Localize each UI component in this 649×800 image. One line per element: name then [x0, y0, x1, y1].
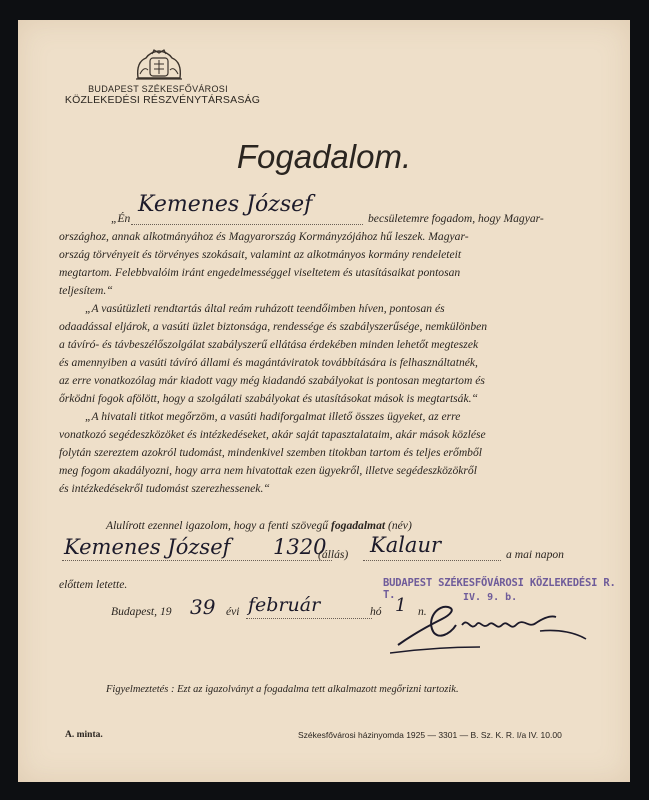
company-stamp: BUDAPEST SZÉKESFŐVÁROSI KÖZLEKEDÉSI R. T. [383, 577, 616, 601]
oath-line: „A vasútüzleti rendtartás által reám ruházott teendőimben híven, pontosan és [85, 302, 445, 315]
oath-line1-suffix: becsületemre fogadom, hogy Magyar- [368, 212, 544, 225]
oath-line: országhoz, annak alkotmányához és Magyarország Kormányzójához hű leszek. Magyar- [59, 230, 469, 243]
oath-line: ország törvényeit és törvényes szokásait, valamint az alkotmányos kormány rendeleteit [59, 248, 462, 261]
warning-label: Figyelmeztetés : [106, 684, 175, 695]
warning-text: Ezt az igazolványt a fogadalma tett alkalmazott megőrizni tartozik. [177, 684, 459, 695]
form-label: A. minta. [65, 730, 103, 740]
oath-line: megtartom. Felebbvalóim iránt engedelmességgel viseltetem és utasításaikat pontosan [59, 266, 461, 279]
signature [390, 595, 590, 665]
company-name-line2: KÖZLEKEDÉSI RÉSZVÉNYTÁRSASÁG [64, 94, 261, 106]
certification-line1 [106, 519, 412, 532]
date-place: Budapest, 19 [111, 605, 172, 618]
oath-line: meg fogom akadályozni, hogy arra nem hivatottak ezen ügyekről, illetve segédeszközökről [59, 464, 477, 477]
printer-imprint: Székesfővárosi házinyomda 1925 — 3301 — B. Sz. K. R. I/a IV. 10.00 [298, 730, 562, 740]
oath-line: az erre vonatkozólag már kiadott vagy még kiadandó szabályokat is pontosan megtartom és [59, 374, 485, 387]
oath-name-handwritten: Kemenes József [138, 192, 313, 217]
month-dotted-line [246, 618, 372, 619]
oath-line: és amennyiben a vasúti távíró állami és magántáviratok továbbítására is felhasználtatnék, [59, 356, 478, 369]
oath-line: „A hivatali titkot megőrzöm, a vasúti hadiforgalmat illető összes ügyeket, az erre [85, 410, 461, 423]
month-label: hó [370, 605, 382, 618]
document-title: Fogadalom. [236, 138, 412, 175]
oath-line: odaadással eljárok, a vasúti üzlet biztonsága, rendessége és szabályszerűsége, nemkülönben [59, 320, 488, 333]
warning-line [106, 684, 459, 695]
oath-prefix: „Én [111, 212, 131, 225]
oath-line: vonatkozó segédeszközöket és intézkedéseket, akár saját tapasztalataim, akár mások közlése [59, 428, 486, 441]
oath-line: a távíró- és távbeszélőszolgálat szabályszerű ellátása érdekében minden lehetőt megteszek [59, 338, 479, 351]
name-label: (név) [388, 519, 412, 532]
year-handwritten: 39 [190, 595, 216, 619]
certification-bold-word: fogadalmat [330, 519, 386, 532]
oath-line: folytán szereztem azokról tudomást, mindenkivel szemben titokban tartom és teljes erőmből [59, 446, 483, 459]
month-handwritten: február [248, 594, 321, 616]
oath-line: őrködni fogok afölött, hogy a szolgálati szabályokat és utasításokat mások is megtartsák.“ [59, 392, 478, 405]
name-dotted-line [131, 224, 363, 225]
oath-line: teljesítem.“ [59, 284, 113, 297]
certification-text: Alulírott ezennel igazolom, hogy a fenti szövegű [106, 519, 329, 532]
certification-line3: előttem letette. [59, 578, 128, 591]
name-dotted-line [62, 560, 332, 561]
position-handwritten: Kalaur [370, 533, 442, 557]
company-name-line1: BUDAPEST SZÉKESFŐVÁROSI [88, 84, 228, 94]
oath-line: és intézkedésekről tudomást szerezhessenek.“ [59, 482, 270, 495]
year-label: évi [226, 605, 240, 618]
position-dotted-line [363, 560, 501, 561]
coat-of-arms-icon [132, 48, 186, 84]
employee-number-handwritten: 1320 [273, 535, 327, 559]
stamp-subcode: IV. 9. b. [463, 592, 518, 603]
day-label: n. [418, 605, 427, 618]
position-label: (állás) [318, 548, 349, 561]
certification-name-handwritten: Kemenes József [64, 535, 231, 559]
day-handwritten: 1 [395, 595, 407, 616]
certification-line2-suffix: a mai napon [506, 548, 564, 561]
document-sheet [18, 20, 630, 782]
